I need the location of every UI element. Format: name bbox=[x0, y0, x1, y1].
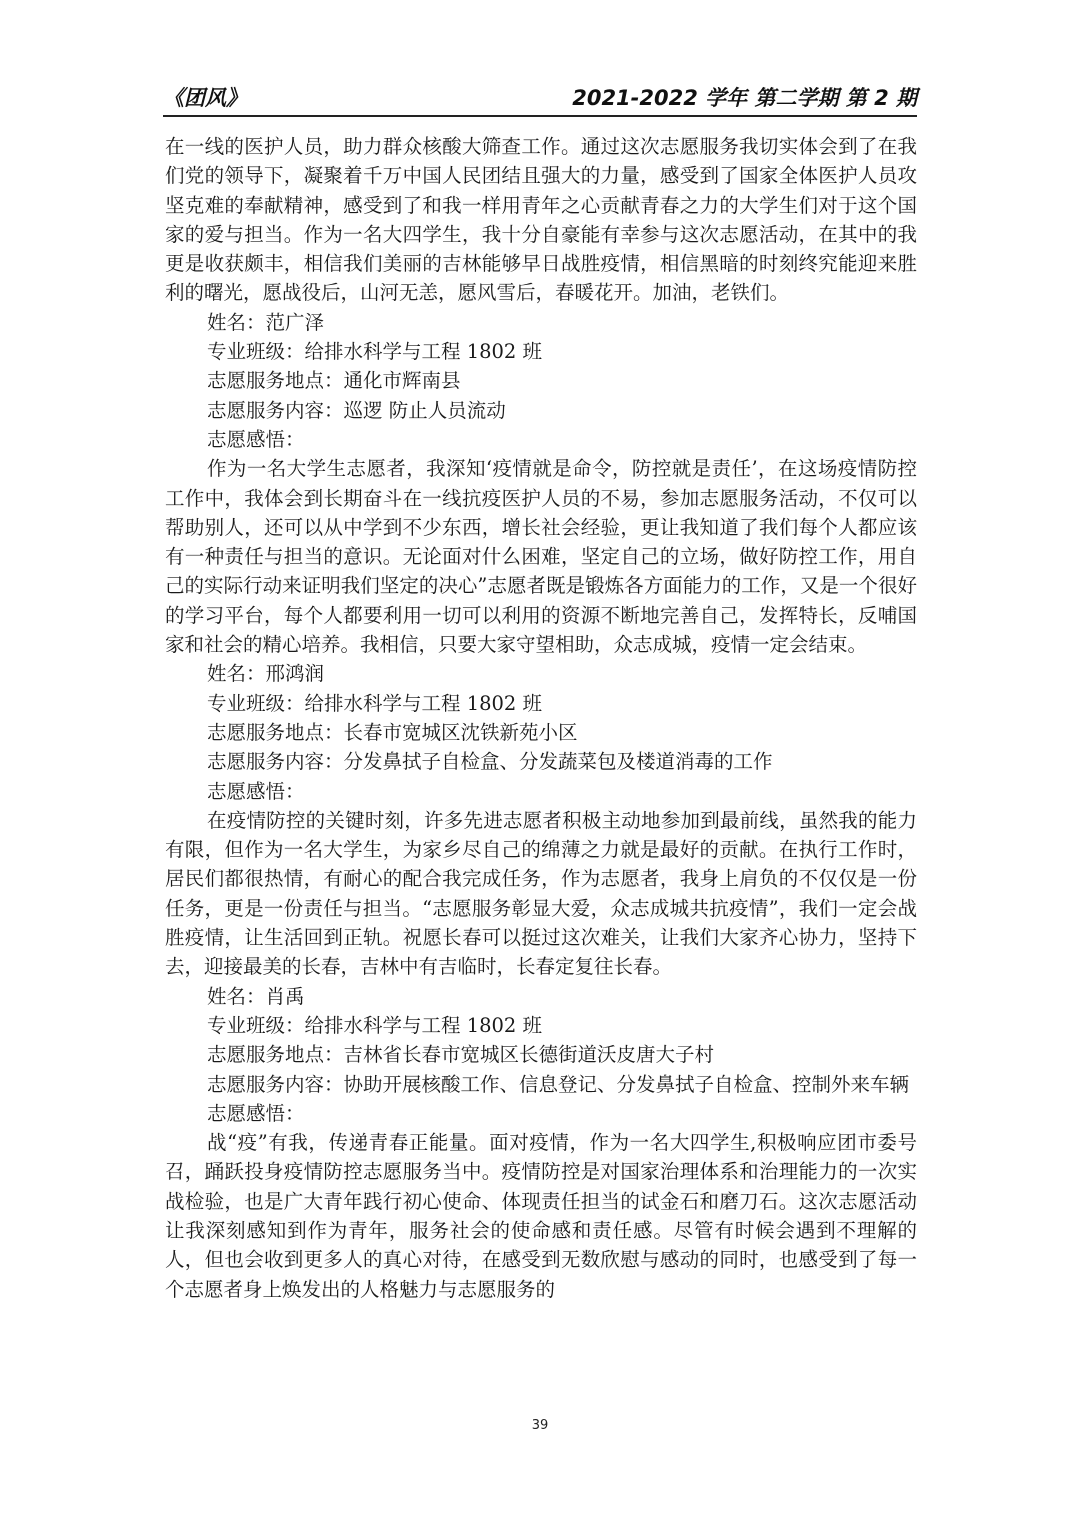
volunteer-service: 志愿服务内容：分发鼻拭子自检盒、分发蔬菜包及楼道消毒的工作 bbox=[207, 750, 773, 774]
paragraph-continuation: 在一线的医护人员，助力群众核酸大筛查工作。通过这次志愿服务我切实体会到了在我们党的领导下，凝聚着千万中国人民团结且强大的力量，感受到了国家全体医护人员攻坚克难的奉献精神，感受到了和我一样用青年之心贡献青春之力的大学生们对于这个国家的爱与担当。作为一名大四学生，我十分自豪能有幸参与这次志愿活动，在其中的我更是收获颇丰，相信我们美丽的吉林能够早日战胜疫情，相信黑暗的时刻终究能迎来胜利的曙光，愿战役后，山河无恙，愿风雪后，春暖花开。加油，老铁们。 bbox=[165, 135, 917, 305]
volunteer-name: 姓名：范广泽 bbox=[207, 310, 325, 334]
page-header bbox=[163, 78, 917, 112]
journal-title: 《团风》 bbox=[163, 86, 247, 110]
volunteer-service: 志愿服务内容：协助开展核酸工作、信息登记、分发鼻拭子自检盒、控制外来车辆 bbox=[207, 1072, 910, 1096]
volunteer-location: 志愿服务地点：吉林省长春市宽城区长德街道沃皮唐大子村 bbox=[207, 1043, 715, 1067]
reflection-heading: 志愿感悟： bbox=[207, 427, 305, 451]
volunteer-class: 专业班级：给排水科学与工程 1802 班 bbox=[207, 691, 543, 715]
volunteer-class: 专业班级：给排水科学与工程 1802 班 bbox=[207, 340, 543, 364]
issue-info: 2021-2022 学年 第二学期 第 2 期 bbox=[572, 86, 917, 110]
volunteer-location: 志愿服务地点：长春市宽城区沈铁新苑小区 bbox=[207, 720, 578, 744]
reflection-heading: 志愿感悟： bbox=[207, 779, 305, 803]
reflection-text: 战“疫”有我，传递青春正能量。面对疫情，作为一名大四学生,积极响应团市委号召，踊跃投身疫情防控志愿服务当中。疫情防控是对国家治理体系和治理能力的一次实战检验，也是广大青年践行初心使命、体现责任担当的试金石和磨刀石。这次志愿活动让我深刻感知到作为青年，服务社会的使命感和责任感。尽管有时候会遇到不理解的人，但也会收到更多人的真心对待，在感受到无数欣慰与感动的同时，也感受到了每一个志愿者身上焕发出的人格魅力与志愿服务的 bbox=[165, 1131, 917, 1301]
article-body bbox=[165, 132, 917, 1304]
page-number: 39 bbox=[531, 1418, 549, 1433]
volunteer-service: 志愿服务内容：巡逻 防止人员流动 bbox=[207, 398, 506, 422]
header-divider bbox=[163, 115, 917, 117]
reflection-text: 作为一名大学生志愿者，我深知‘疫情就是命令，防控就是责任’，在这场疫情防控工作中，我体会到长期奋斗在一线抗疫医护人员的不易，参加志愿服务活动，不仅可以帮助别人，还可以从中学到不少东西，增长社会经验，更让我知道了我们每个人都应该有一种责任与担当的意识。无论面对什么困难，坚定自己的立场，做好防控工作，用自己的实际行动来证明我们坚定的决心”志愿者既是锻炼各方面能力的工作，又是一个很好的学习平台，每个人都要利用一切可以利用的资源不断地完善自己，发挥特长，反哺国家和社会的精心培养。我相信，只要大家守望相助，众志成城，疫情一定会结束。 bbox=[165, 457, 917, 657]
reflection-text: 在疫情防控的关键时刻，许多先进志愿者积极主动地参加到最前线，虽然我的能力有限，但作为一名大学生，为家乡尽自己的绵薄之力就是最好的贡献。在执行工作时，居民们都很热情，有耐心的配合我完成任务，作为志愿者，我身上肩负的不仅仅是一份任务，更是一份责任与担当。“志愿服务彰显大爱，众志成城共抗疫情”，我们一定会战胜疫情，让生活回到正轨。祝愿长春可以挺过这次难关，让我们大家齐心协力，坚持下去，迎接最美的长春，吉林中有吉临时，长春定复往长春。 bbox=[165, 808, 917, 979]
volunteer-location: 志愿服务地点：通化市辉南县 bbox=[207, 369, 461, 393]
volunteer-name: 姓名：肖禹 bbox=[207, 984, 305, 1008]
volunteer-name: 姓名：邢鸿润 bbox=[207, 662, 325, 686]
volunteer-class: 专业班级：给排水科学与工程 1802 班 bbox=[207, 1013, 543, 1037]
reflection-heading: 志愿感悟： bbox=[207, 1101, 305, 1125]
